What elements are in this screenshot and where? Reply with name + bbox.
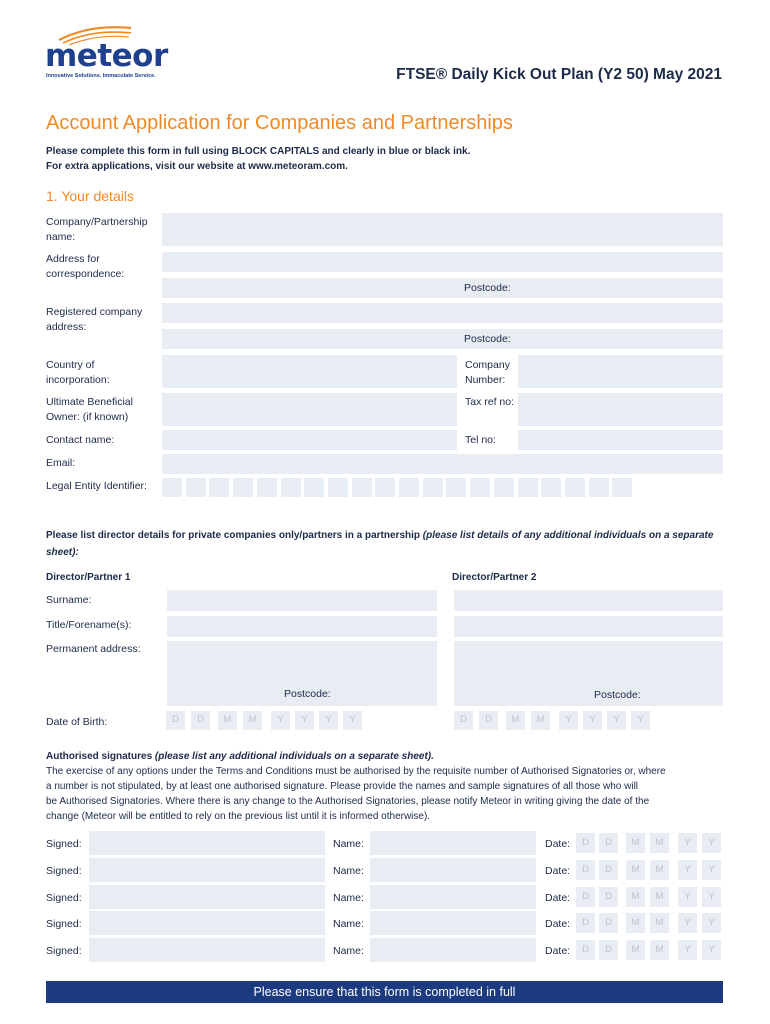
registered-postcode-label: Postcode: <box>464 333 511 345</box>
signed-label: Signed: <box>46 892 82 904</box>
signature-field[interactable] <box>89 831 325 855</box>
dob-label: Date of Birth: <box>46 716 108 728</box>
section-title-your-details: 1. Your details <box>46 188 134 204</box>
director-2-postcode-label: Postcode: <box>594 689 641 701</box>
director-2-dob-cell[interactable]: D <box>479 711 498 730</box>
country-field[interactable] <box>162 355 457 388</box>
sig-name-label: Name: <box>333 945 364 957</box>
sig-date-cell[interactable]: M <box>626 833 645 853</box>
director-1-dob-cell[interactable]: Y <box>295 711 314 730</box>
sig-date-cell[interactable]: Y <box>702 860 721 880</box>
permanent-address-label: Permanent address: <box>46 643 141 655</box>
lei-cell[interactable] <box>494 478 514 497</box>
sig-date-cell[interactable]: D <box>576 860 595 880</box>
company-number-label: Company Number: <box>465 359 510 386</box>
sig-name-field[interactable] <box>370 885 536 909</box>
country-label: Country of incorporation: <box>46 359 110 386</box>
director-1-forename-field[interactable] <box>167 616 437 637</box>
sig-date-cell[interactable]: D <box>599 887 618 907</box>
sig-name-field[interactable] <box>370 858 536 882</box>
logo: meteor <box>45 38 168 74</box>
signature-field[interactable] <box>89 885 325 909</box>
director-1-postcode-label: Postcode: <box>284 688 331 700</box>
directors-intro-italic: (please list details of any additional individuals on a separate sheet): <box>46 530 714 558</box>
sig-date-label: Date: <box>545 918 571 930</box>
tel-label: Tel no: <box>465 434 496 446</box>
sig-date-cell[interactable]: Y <box>678 940 697 960</box>
registered-address-label: Registered company address: <box>46 306 143 333</box>
sig-date-cell[interactable]: D <box>576 887 595 907</box>
lei-cell[interactable] <box>257 478 277 497</box>
sig-date-cell[interactable]: M <box>626 887 645 907</box>
lei-cell[interactable] <box>375 478 395 497</box>
tax-ref-label: Tax ref no: <box>465 396 515 408</box>
lei-cell[interactable] <box>162 478 182 497</box>
lei-cell[interactable] <box>470 478 490 497</box>
sig-name-label: Name: <box>333 892 364 904</box>
lei-cell[interactable] <box>541 478 561 497</box>
lei-cell[interactable] <box>589 478 609 497</box>
surname-label: Surname: <box>46 594 92 606</box>
lei-cell[interactable] <box>233 478 253 497</box>
director-2-address-field[interactable] <box>454 641 723 706</box>
company-number-field[interactable] <box>518 355 723 388</box>
lei-cell[interactable] <box>423 478 443 497</box>
sig-date-label: Date: <box>545 838 571 850</box>
registered-address-line-2[interactable] <box>162 329 723 349</box>
signatures-para-2: a number is not stipulated, by at least one authorised signature. Please provide the names and sample signatures of all those who will <box>46 781 639 792</box>
signatures-heading-italic: (please list any additional individuals on a separate sheet). <box>154 751 434 762</box>
director-1-header: Director/Partner 1 <box>46 572 131 583</box>
director-1-dob-cell[interactable]: Y <box>343 711 362 730</box>
sig-date-cell[interactable]: M <box>626 940 645 960</box>
intro-line-1: Please complete this form in full using BLOCK CAPITALS and clearly in blue or black ink. <box>46 146 471 157</box>
sig-date-cell[interactable]: Y <box>702 887 721 907</box>
sig-date-label: Date: <box>545 865 571 877</box>
sig-name-field[interactable] <box>370 938 536 962</box>
lei-cell[interactable] <box>209 478 229 497</box>
director-2-dob-cell[interactable]: Y <box>607 711 626 730</box>
director-2-dob-cell[interactable]: M <box>531 711 550 730</box>
director-1-dob-cell[interactable]: M <box>218 711 237 730</box>
directors-intro-bold: Please list director details for private companies only/partners in a partnership <box>46 530 421 541</box>
sig-date-cell[interactable]: M <box>650 940 669 960</box>
sig-date-cell[interactable]: Y <box>702 833 721 853</box>
lei-cell[interactable] <box>281 478 301 497</box>
page-title: Account Application for Companies and Partnerships <box>46 112 513 134</box>
director-1-dob-cell[interactable]: Y <box>319 711 338 730</box>
lei-cell[interactable] <box>399 478 419 497</box>
sig-date-cell[interactable]: D <box>576 833 595 853</box>
tel-field[interactable] <box>518 430 723 450</box>
signatures-para-4: change (Meteor will be entitled to rely on the previous list until it is informed otherwise). <box>46 811 431 822</box>
director-2-dob-cell[interactable]: Y <box>559 711 578 730</box>
sig-name-field[interactable] <box>370 831 536 855</box>
ubo-label: Ultimate Beneficial Owner: (if known) <box>46 396 133 423</box>
signature-field[interactable] <box>89 858 325 882</box>
lei-cell[interactable] <box>518 478 538 497</box>
director-2-dob-cell[interactable]: Y <box>583 711 602 730</box>
ubo-field[interactable] <box>162 393 457 426</box>
sig-date-cell[interactable]: M <box>650 887 669 907</box>
intro-line-2: For extra applications, visit our website at www.meteoram.com. <box>46 161 348 172</box>
sig-date-cell[interactable]: Y <box>678 913 697 933</box>
plan-title: FTSE® Daily Kick Out Plan (Y2 50) May 2021 <box>396 66 722 83</box>
address-label: Address for correspondence: <box>46 253 125 280</box>
sig-date-label: Date: <box>545 892 571 904</box>
logo-tagline: Innovative Solutions. Immaculate Service. <box>46 73 156 79</box>
signature-field[interactable] <box>89 938 325 962</box>
address-postcode-label: Postcode: <box>464 282 511 294</box>
sig-date-cell[interactable]: Y <box>678 860 697 880</box>
sig-date-cell[interactable]: M <box>650 833 669 853</box>
sig-name-field[interactable] <box>370 911 536 935</box>
email-field[interactable] <box>162 454 723 474</box>
sig-date-cell[interactable]: D <box>599 913 618 933</box>
director-2-dob-cell[interactable]: M <box>506 711 525 730</box>
director-2-surname-field[interactable] <box>454 590 723 611</box>
lei-cell[interactable] <box>565 478 585 497</box>
forename-label: Title/Forename(s): <box>46 619 132 631</box>
lei-cell[interactable] <box>328 478 348 497</box>
director-2-header: Director/Partner 2 <box>452 572 537 583</box>
contact-name-field[interactable] <box>162 430 457 450</box>
sig-date-cell[interactable]: D <box>599 940 618 960</box>
director-1-dob-cell[interactable]: M <box>243 711 262 730</box>
sig-date-label: Date: <box>545 945 571 957</box>
director-2-dob-cell[interactable]: Y <box>631 711 650 730</box>
footer-banner: Please ensure that this form is completed in full <box>46 981 723 1003</box>
director-1-dob-cell[interactable]: D <box>166 711 185 730</box>
signatures-para-3: be Authorised Signatories. Where there is any change to the Authorised Signatories, please notify Meteor in writing giving the date of the <box>46 796 650 807</box>
lei-cell[interactable] <box>304 478 324 497</box>
lei-label: Legal Entity Identifier: <box>46 480 147 492</box>
signed-label: Signed: <box>46 865 82 877</box>
lei-cell[interactable] <box>186 478 206 497</box>
address-field-line-2[interactable] <box>162 278 723 298</box>
lei-cell[interactable] <box>612 478 632 497</box>
contact-name-label: Contact name: <box>46 434 115 446</box>
signed-label: Signed: <box>46 918 82 930</box>
director-1-dob-cell[interactable]: Y <box>271 711 290 730</box>
registered-address-line-1[interactable] <box>162 303 723 323</box>
sig-date-cell[interactable]: M <box>626 860 645 880</box>
sig-date-cell[interactable]: D <box>599 860 618 880</box>
sig-date-cell[interactable]: D <box>576 913 595 933</box>
company-name-field[interactable] <box>162 213 723 246</box>
sig-date-cell[interactable]: Y <box>702 913 721 933</box>
sig-date-cell[interactable]: M <box>626 913 645 933</box>
sig-name-label: Name: <box>333 865 364 877</box>
lei-cell[interactable] <box>446 478 466 497</box>
signatures-heading-bold: Authorised signatures <box>46 751 153 762</box>
sig-date-cell[interactable]: M <box>650 860 669 880</box>
lei-cell[interactable] <box>352 478 372 497</box>
signature-field[interactable] <box>89 911 325 935</box>
tax-ref-field[interactable] <box>518 393 723 426</box>
sig-date-cell[interactable]: D <box>599 833 618 853</box>
sig-date-cell[interactable]: M <box>650 913 669 933</box>
director-1-dob-cell[interactable]: D <box>191 711 210 730</box>
sig-date-cell[interactable]: Y <box>702 940 721 960</box>
sig-name-label: Name: <box>333 918 364 930</box>
sig-date-cell[interactable]: Y <box>678 887 697 907</box>
email-label: Email: <box>46 457 76 469</box>
directors-intro <box>46 527 726 561</box>
director-1-surname-field[interactable] <box>167 590 437 611</box>
signatures-para-1: The exercise of any options under the Terms and Conditions must be authorised by the requisite number of Authorised Signatories or, where <box>46 766 666 777</box>
address-field-line-1[interactable] <box>162 252 723 272</box>
sig-date-cell[interactable]: Y <box>678 833 697 853</box>
company-name-label: Company/Partnership name: <box>46 216 148 243</box>
director-2-dob-cell[interactable]: D <box>454 711 473 730</box>
sig-date-cell[interactable]: D <box>576 940 595 960</box>
signed-label: Signed: <box>46 838 82 850</box>
sig-name-label: Name: <box>333 838 364 850</box>
director-2-forename-field[interactable] <box>454 616 723 637</box>
signatures-heading <box>46 749 434 764</box>
signed-label: Signed: <box>46 945 82 957</box>
